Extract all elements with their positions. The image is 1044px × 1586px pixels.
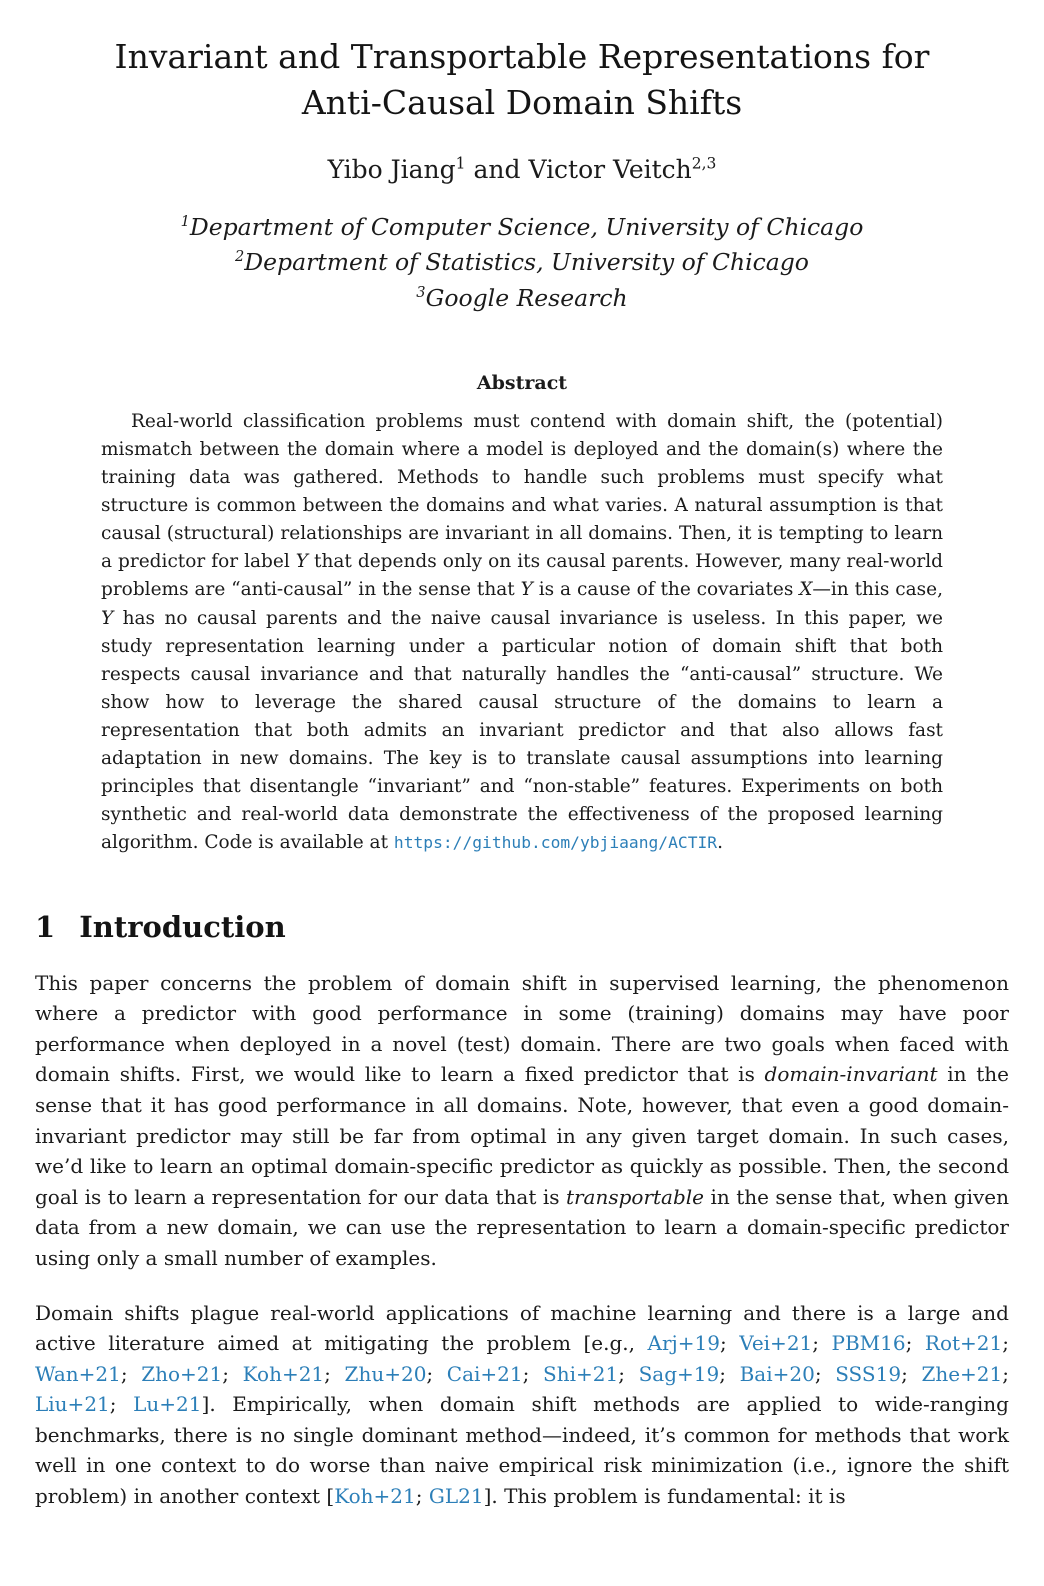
affiliation-2: $^2$Department of Statistics, University of Chicago xyxy=(235,248,809,277)
citation-link[interactable]: Zho+21 xyxy=(141,1361,223,1386)
affiliation-3: $^3$Google Research xyxy=(416,283,628,312)
citation-link[interactable]: Koh+21 xyxy=(242,1361,325,1386)
abstract-heading: Abstract xyxy=(476,371,568,394)
citation-link[interactable]: Vei+21 xyxy=(739,1331,813,1356)
abstract-section xyxy=(101,372,943,858)
authors-line: Yibo Jiang$^1$ and Victor Veitch$^{2,3}$ xyxy=(327,154,717,185)
section-number: 1 xyxy=(35,909,56,944)
section-title: Introduction xyxy=(79,909,286,944)
citation-link[interactable]: SSS19 xyxy=(835,1361,902,1386)
citation-link[interactable]: Koh+21 xyxy=(334,1484,416,1509)
citation-link[interactable]: Arj+19 xyxy=(647,1331,720,1356)
citation-link[interactable]: Wan+21 xyxy=(35,1361,121,1386)
intro-paragraph-2: Domain shifts plague real-world applications of machine learning and there is a large and active literature aimed at mitigating the problem [e.g., Arj+19; Vei+21; PBM16; Rot+21; Wan+21; Zho+21; Koh+21; Zhu+20; Cai+21; Shi+21; Sag+19; Bai+20; SSS19; Zhe+21; Liu+21; Lu+21]. Empirically, when domain shift methods are applied to wide-ranging benchmarks, there is no single dominant method—indeed, it’s common for methods that work well in one context to do worse than naive empirical risk minimization (i.e., ignore the shift problem) in another context [Koh+21; GL21]. This problem is fundamental: it is xyxy=(35,1300,1010,1509)
intro-paragraph-1: This paper concerns the problem of domain shift in supervised learning, the phenomenon where a predictor with good performance in some (training) domains may have poor performance when deployed in a novel (test) domain. There are two goals when faced with domain shifts. First, we would like to learn a fixed predictor that is domain-invariant in the sense that it has good performance in all domains. Note, however, that even a good domain-invariant predictor may still be far from optimal in any given target domain. In such cases, we’d like to learn an optimal domain-specific predictor as quickly as possible. Then, the second goal is to learn a representation for our data that is transportable in the sense that, when given data from a new domain, we can use the representation to learn a domain-specific predictor using only a small number of examples. xyxy=(35,970,1010,1270)
citation-link[interactable]: Sag+19 xyxy=(638,1361,720,1386)
citation-link[interactable]: Shi+21 xyxy=(543,1361,619,1386)
affiliations-block xyxy=(35,210,1009,316)
abstract-text: Real-world classification problems must contend with domain shift, the (potential) mismatch between the domain where a model is deployed and the domain(s) where the training data was gathered. Methods to handle such problems must specify what structure is common between the domains and what varies. A natural assumption is that causal (structural) relationships are invariant in all domains. Then, it is tempting to learn a predictor for label Y that depends only on its causal parents. However, many real-world problems are “anti-causal” in the sense that Y is a cause of the covariates X—in this case, Y has no causal parents and the naive causal invariance is useless. In this paper, we study representation learning under a particular notion of domain shift that both respects causal invariance and that naturally handles the “anti-causal” structure. We show how to leverage the shared causal structure of the domains to learn a representation that both admits an invariant predictor and that also allows fast adaptation in new domains. The key is to translate causal assumptions into learning principles that disentangle “invariant” and “non-stable” features. Experiments on both synthetic and real-world data demonstrate the effectiveness of the proposed learning algorithm. Code is available at https://github.com/ybjiaang/ACTIR. xyxy=(101,410,943,854)
paper-title xyxy=(35,34,1009,125)
affiliation-1: $^1$Department of Computer Science, University of Chicago xyxy=(180,213,864,242)
citation-link[interactable]: Bai+20 xyxy=(739,1361,815,1386)
citation-link[interactable]: Zhe+21 xyxy=(921,1361,1003,1386)
section-heading-introduction xyxy=(35,910,1009,944)
citation-link[interactable]: PBM16 xyxy=(831,1331,906,1356)
citation-link[interactable]: GL21 xyxy=(428,1484,484,1509)
citation-link[interactable]: Lu+21 xyxy=(133,1392,202,1417)
citation-link[interactable]: Cai+21 xyxy=(446,1361,523,1386)
citation-link[interactable]: Liu+21 xyxy=(35,1392,110,1417)
paper-title-line-2: Anti-Causal Domain Shifts xyxy=(301,82,743,122)
citation-link[interactable]: Zhu+20 xyxy=(344,1361,427,1386)
code-repo-link[interactable]: https://github.com/ybjiaang/ACTIR xyxy=(393,833,718,853)
paper-title-line-1: Invariant and Transportable Representations for xyxy=(114,37,930,76)
citation-link[interactable]: Rot+21 xyxy=(924,1331,1003,1356)
